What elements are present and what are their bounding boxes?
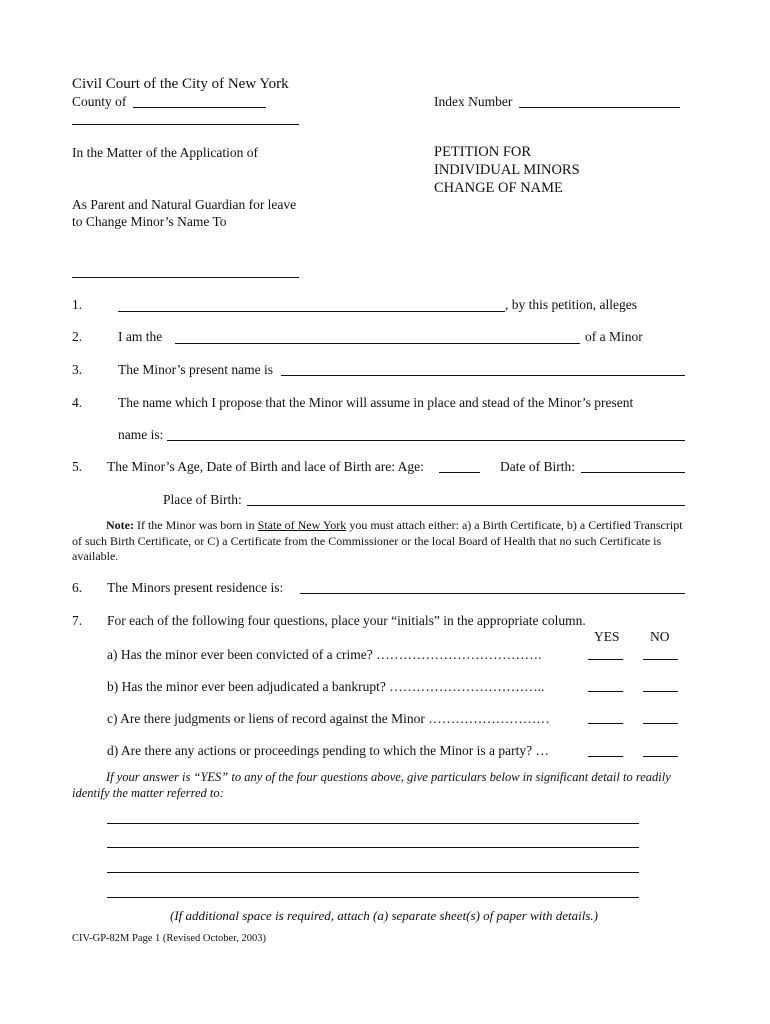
- note-label: Note:: [106, 518, 134, 532]
- no-column-header: NO: [650, 629, 670, 644]
- questions-intro: For each of the following four questions, place your “initials” in the appropriate column.: [107, 613, 586, 628]
- item-1-number: 1.: [72, 297, 83, 312]
- age-label: The Minor’s Age, Date of Birth and lace of Birth are: Age:: [107, 459, 424, 474]
- question-c-no-field[interactable]: [643, 723, 678, 724]
- county-continuation-field[interactable]: [72, 124, 299, 125]
- form-title-line3: CHANGE OF NAME: [434, 180, 563, 196]
- index-number-field[interactable]: [519, 107, 680, 108]
- place-of-birth-label: Place of Birth:: [163, 492, 242, 507]
- question-d-no-field[interactable]: [643, 756, 678, 757]
- question-a-yes-field[interactable]: [588, 659, 623, 660]
- question-b-yes-field[interactable]: [588, 691, 623, 692]
- proposed-name-field[interactable]: [167, 440, 685, 441]
- note-text-part2: you must attach either: a) a Birth Certificate, b) a Certified Transcript of such Birth Certificate, or C) a Certificate from the Commissioner or the local Board of Health that no such Certificate is available.: [72, 518, 683, 563]
- residence-field[interactable]: [300, 593, 685, 594]
- county-field[interactable]: [133, 107, 266, 108]
- present-name-label: The Minor’s present name is: [118, 362, 273, 377]
- item-4-number: 4.: [72, 395, 83, 410]
- guardian-label-line2: to Change Minor’s Name To: [72, 214, 227, 229]
- age-field[interactable]: [439, 472, 480, 473]
- birth-certificate-note: [72, 518, 686, 565]
- county-label: County of: [72, 94, 127, 109]
- note-text-part1: If the Minor was born in: [133, 518, 258, 532]
- question-d-yes-field[interactable]: [588, 756, 623, 757]
- new-name-field[interactable]: [72, 277, 299, 278]
- item-7-number: 7.: [72, 613, 83, 628]
- relationship-field[interactable]: [175, 343, 580, 344]
- form-title-line2: INDIVIDUAL MINORS: [434, 162, 580, 178]
- item-4-text: The name which I propose that the Minor will assume in place and stead of the Minor’s present: [118, 395, 634, 410]
- particulars-line-2[interactable]: [107, 847, 639, 848]
- present-name-field[interactable]: [281, 375, 685, 376]
- date-of-birth-field[interactable]: [581, 472, 685, 473]
- particulars-line-1[interactable]: [107, 823, 639, 824]
- item-2-suffix: of a Minor: [585, 329, 643, 344]
- item-5-number: 5.: [72, 459, 83, 474]
- petitioner-name-field[interactable]: [118, 311, 505, 312]
- yes-answer-instruction: If your answer is “YES” to any of the four questions above, give particulars below in significant detail to readily identify the matter referred to:: [72, 770, 671, 800]
- date-of-birth-label: Date of Birth:: [500, 459, 575, 474]
- court-name: Civil Court of the City of New York: [72, 76, 289, 92]
- question-c-yes-field[interactable]: [588, 723, 623, 724]
- particulars-line-4[interactable]: [107, 897, 639, 898]
- guardian-label-line1: As Parent and Natural Guardian for leave: [72, 197, 297, 212]
- item-3-number: 3.: [72, 362, 83, 377]
- yes-column-header: YES: [594, 629, 620, 644]
- item-2-prefix: I am the: [118, 329, 163, 344]
- form-title-line1: PETITION FOR: [434, 144, 532, 160]
- question-a-no-field[interactable]: [643, 659, 678, 660]
- item-6-number: 6.: [72, 580, 83, 595]
- note-state-link: State of New York: [257, 518, 347, 532]
- item-2-number: 2.: [72, 329, 83, 344]
- form-id-footer: CIV-GP-82M Page 1 (Revised October, 2003): [72, 933, 266, 944]
- index-number-label: Index Number: [434, 94, 513, 109]
- residence-label: The Minors present residence is:: [107, 580, 284, 595]
- place-of-birth-field[interactable]: [247, 505, 685, 506]
- question-b: b) Has the minor ever been adjudicated a bankrupt? ……………………………..: [107, 679, 545, 694]
- particulars-line-3[interactable]: [107, 872, 639, 873]
- question-a: a) Has the minor ever been convicted of a crime? ……………………………….: [107, 647, 542, 662]
- additional-space-note: (If additional space is required, attach (a) separate sheet(s) of paper with details.): [170, 908, 598, 923]
- question-c: c) Are there judgments or liens of record against the Minor ………………………: [107, 711, 550, 726]
- question-b-no-field[interactable]: [643, 691, 678, 692]
- question-d: d) Are there any actions or proceedings pending to which the Minor is a party? …: [107, 743, 549, 758]
- matter-label: In the Matter of the Application of: [72, 145, 258, 160]
- item-1-text: , by this petition, alleges: [505, 297, 637, 312]
- proposed-name-label: name is:: [118, 427, 164, 442]
